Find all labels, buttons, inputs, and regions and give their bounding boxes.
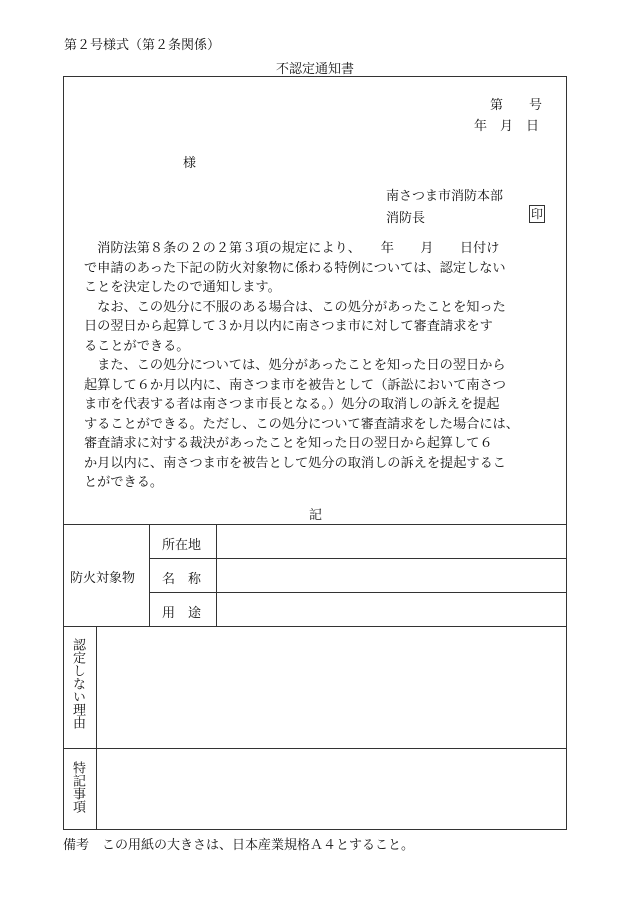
- paragraph-line: ることができる。: [84, 338, 190, 354]
- paragraph-line: で申請のあった下記の防火対象物に係わる特例については、認定しない: [84, 260, 506, 276]
- paragraph-line: ま市を代表する者は南さつま市長となる。）処分の取消しの訴えを提起: [84, 397, 500, 412]
- column-divider: [96, 626, 97, 830]
- issuer-organization: 南さつま市消防本部: [386, 189, 504, 204]
- reason-label: 認定しない理由: [70, 638, 85, 729]
- paragraph-line: 日の翌日から起算して３か月以内に南さつま市に対して審査請求をす: [84, 319, 493, 334]
- document-number-label: 第 号: [490, 98, 543, 113]
- section-divider: [63, 626, 567, 627]
- ki-label: 記: [309, 508, 323, 523]
- document-date-label: 年 月 日: [474, 119, 540, 134]
- paragraph-lawsuit: [84, 356, 549, 493]
- paragraph-line: ことを決定したので通知します。: [84, 280, 281, 295]
- fire-target-group-label: 防火対象物: [70, 571, 136, 586]
- paragraph-line: また、この処分については、処分があったことを知った日の翌日から: [84, 358, 506, 373]
- column-divider: [149, 524, 150, 626]
- paragraph-line: か月以内に、南さつま市を被告として処分の取消しの訴えを提起するこ: [84, 455, 506, 471]
- row-label-location: 所在地: [162, 538, 202, 553]
- paragraph-line: 審査請求に対する裁決があったことを知った日の翌日から起算して６: [84, 436, 493, 451]
- form-number: 第２号様式（第２条関係）: [64, 38, 221, 53]
- paragraph-notification: [84, 239, 549, 298]
- document-title: 不認定通知書: [275, 62, 354, 77]
- addressee-suffix: 様: [183, 156, 197, 171]
- seal-box: 印: [530, 207, 543, 221]
- paragraph-line: することができる。ただし、この処分について審査請求をした場合には、: [84, 416, 519, 432]
- remark-note: 備考 この用紙の大きさは、日本産業規格Ａ４とすること。: [63, 838, 415, 853]
- paragraph-line: 消防法第８条の２の２第３項の規定により、 年 月 日付け: [84, 241, 500, 256]
- paragraph-appeal: [84, 298, 549, 357]
- paragraph-line: 起算して６か月以内に、南さつま市を被告として（訴訟において南さつ: [84, 377, 506, 393]
- issuer-title: 消防長: [386, 211, 426, 226]
- row-label-name: 名 称: [162, 572, 202, 587]
- section-divider: [63, 748, 567, 749]
- column-divider: [216, 524, 217, 626]
- row-label-use: 用 途: [162, 606, 202, 621]
- notes-label: 特記事項: [70, 761, 85, 813]
- paragraph-line: なお、この処分に不服のある場合は、この処分があったことを知った: [84, 299, 506, 315]
- row-divider: [149, 558, 567, 559]
- paragraph-line: とができる。: [84, 475, 164, 490]
- table-top-line: [63, 524, 567, 525]
- row-divider: [149, 592, 567, 593]
